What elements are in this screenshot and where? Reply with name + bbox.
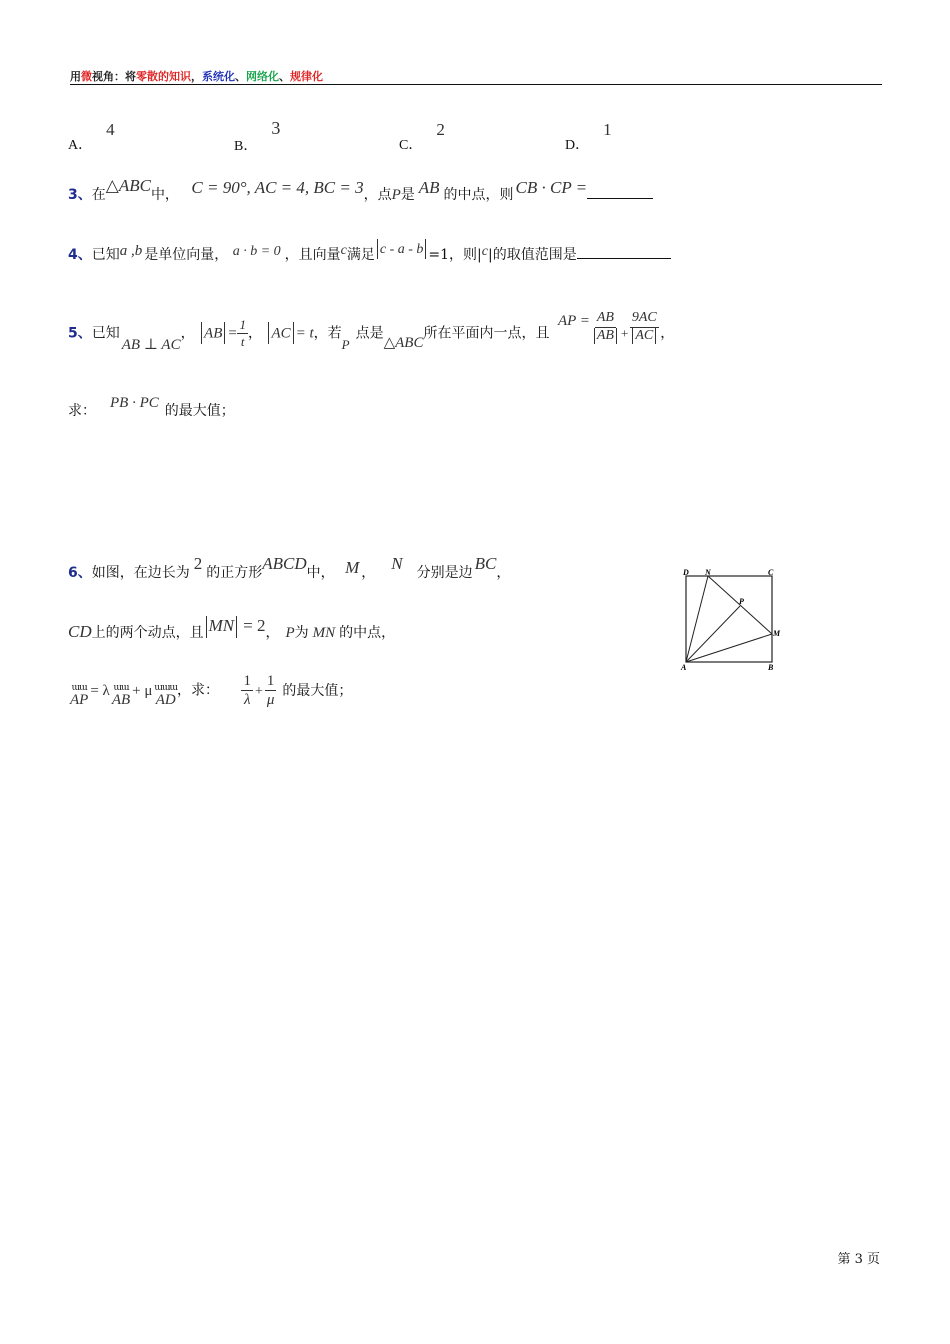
label-m: M: [773, 629, 781, 638]
header-text: 视角：将: [92, 70, 136, 83]
header-text: 系统化: [202, 70, 235, 83]
label-c: C: [768, 568, 774, 577]
answer-blank: [577, 244, 671, 259]
question-6-line2: CD上的两个动点，且 MN = 2， P为 MN 的中点，: [68, 616, 396, 641]
header-text: 零散的知识: [136, 70, 191, 83]
header-text: 微: [81, 70, 92, 83]
label-a: A: [681, 663, 687, 672]
page-header: [70, 68, 323, 84]
label-p: P: [739, 597, 744, 606]
question-6-line3: ɯɯ AP = λ ɯɯ AB + μ ɯɯɯ AD ，求： $\frac{1}{\lambda}$ + $\frac{1}{\mu}$ 的最大值；: [70, 673, 353, 708]
header-text: ，: [191, 70, 202, 83]
question-3: 3、在△ABC中， C = 90°, AC = 4, BC = 3，点P是 AB 的中点，则 CB · CP =: [68, 184, 653, 204]
page-number: 第 3 页: [837, 1252, 880, 1267]
header-text: 用: [70, 70, 81, 83]
header-text: 、: [235, 70, 246, 83]
square-figure: [676, 566, 786, 676]
label-d: D: [683, 568, 689, 577]
label-n: N: [705, 568, 711, 577]
option-b: B．3: [234, 118, 281, 154]
header-text: 、: [279, 70, 290, 83]
option-d: D．1: [565, 120, 612, 153]
header-text: 规律化: [290, 70, 323, 83]
option-c: C．2: [399, 120, 445, 153]
segment-an: [686, 576, 708, 662]
option-a: A．4: [68, 120, 115, 153]
answer-blank: [587, 184, 653, 199]
question-4: 4、已知a ,b 是单位向量， a · b = 0 ，且向量c满足 c - a - b =1，则|c|的取值范围是: [68, 244, 671, 265]
header-text: 网络化: [246, 70, 279, 83]
question-5-line2: 求： PB · PC 的最大值；: [68, 395, 235, 419]
question-5: 5、已知AB ⊥ AC， AB = $\frac{1}{t}$ ， AC = t，若P点是△ABC所在平面内一点，且 AP = $\frac{AB}{AB}$ + $\frac{9AC}{AC}$ ，: [68, 310, 675, 354]
question-6: 6、如图，在边长为 2 的正方形ABCD中， M ， N 分别是边 BC，: [68, 554, 511, 581]
header-rule: [70, 84, 882, 85]
label-b: B: [768, 663, 774, 672]
